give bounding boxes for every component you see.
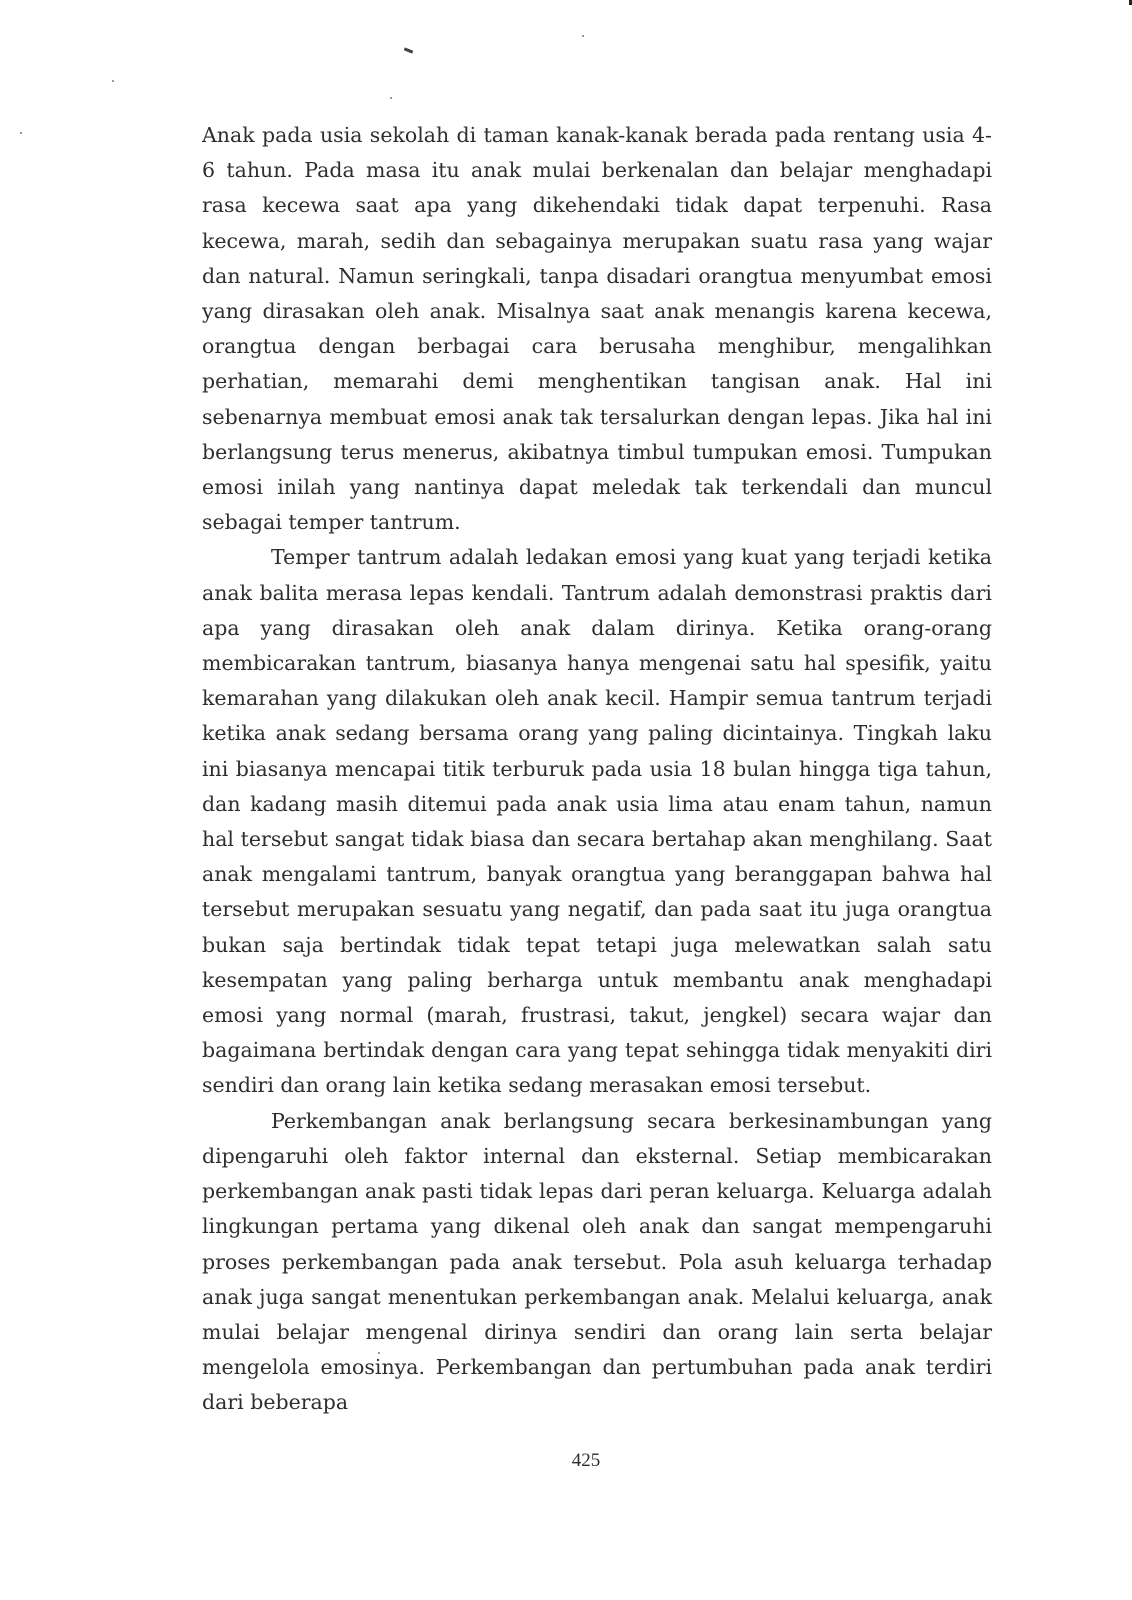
paragraph-2: Temper tantrum adalah ledakan emosi yang kuat yang terjadi ketika anak balita merasa lepas kendali. Tantrum adalah demonstrasi praktis dari apa yang dirasakan oleh anak dalam dirinya. Ketika orang-orang membicarakan tantrum, biasanya hanya mengenai satu hal spesifik, yaitu kemarahan yang dilakukan oleh anak kecil. Hampir semua tantrum terjadi ketika anak sedang bersama orang yang paling dicintainya. Tingkah laku ini biasanya mencapai titik terburuk pada usia 18 bulan hingga tiga tahun, dan kadang masih ditemui pada anak usia lima atau enam tahun, namun hal tersebut sangat tidak biasa dan secara bertahap akan menghilang. Saat anak mengalami tantrum, banyak orangtua yang beranggapan bahwa hal tersebut merupakan sesuatu yang negatif, dan pada saat itu juga orangtua bukan saja bertindak tidak tepat tetapi juga melewatkan salah satu kesempatan yang paling berharga untuk membantu anak menghadapi emosi yang normal (marah, frustrasi, takut, jengkel) secara wajar dan bagaimana bertindak dengan cara yang tepat sehingga tidak menyakiti diri sendiri dan orang lain ketika sedang merasakan emosi tersebut. (202, 545, 992, 1098)
body-text (202, 118, 992, 1421)
scan-speck (582, 35, 584, 37)
scan-speck (20, 132, 22, 134)
scan-mark (404, 47, 413, 53)
scan-speck (390, 97, 392, 99)
page-number: 425 (571, 1450, 601, 1471)
paragraph-1: Anak pada usia sekolah di taman kanak-kanak berada pada rentang usia 4-6 tahun. Pada masa itu anak mulai berkenalan dan belajar menghadapi rasa kecewa saat apa yang dikehendaki tidak dapat terpenuhi. Rasa kecewa, marah, sedih dan sebagainya merupakan suatu rasa yang wajar dan natural. Namun seringkali, tanpa disadari orangtua menyumbat emosi yang dirasakan oleh anak. Misalnya saat anak menangis karena kecewa, orangtua dengan berbagai cara berusaha menghibur, mengalihkan perhatian, memarahi demi menghentikan tangisan anak. Hal ini sebenarnya membuat emosi anak tak tersalurkan dengan lepas. Jika hal ini berlangsung terus menerus, akibatnya timbul tumpukan emosi. Tumpukan emosi inilah yang nantinya dapat meledak tak terkendali dan muncul sebagai temper tantrum. (202, 123, 992, 535)
scan-speck (112, 80, 114, 82)
paragraph-3: Perkembangan anak berlangsung secara berkesinambungan yang dipengaruhi oleh faktor internal dan eksternal. Setiap membicarakan perkembangan anak pasti tidak lepas dari peran keluarga. Keluarga adalah lingkungan pertama yang dikenal oleh anak dan sangat mempengaruhi proses perkembangan pada anak tersebut. Pola asuh keluarga terhadap anak juga sangat menentukan perkembangan anak. Melalui keluarga, anak mulai belajar mengenal dirinya sendiri dan orang lain serta belajar mengelola emosinya. Perkembangan dan pertumbuhan pada anak terdiri dari beberapa (202, 1108, 992, 1415)
